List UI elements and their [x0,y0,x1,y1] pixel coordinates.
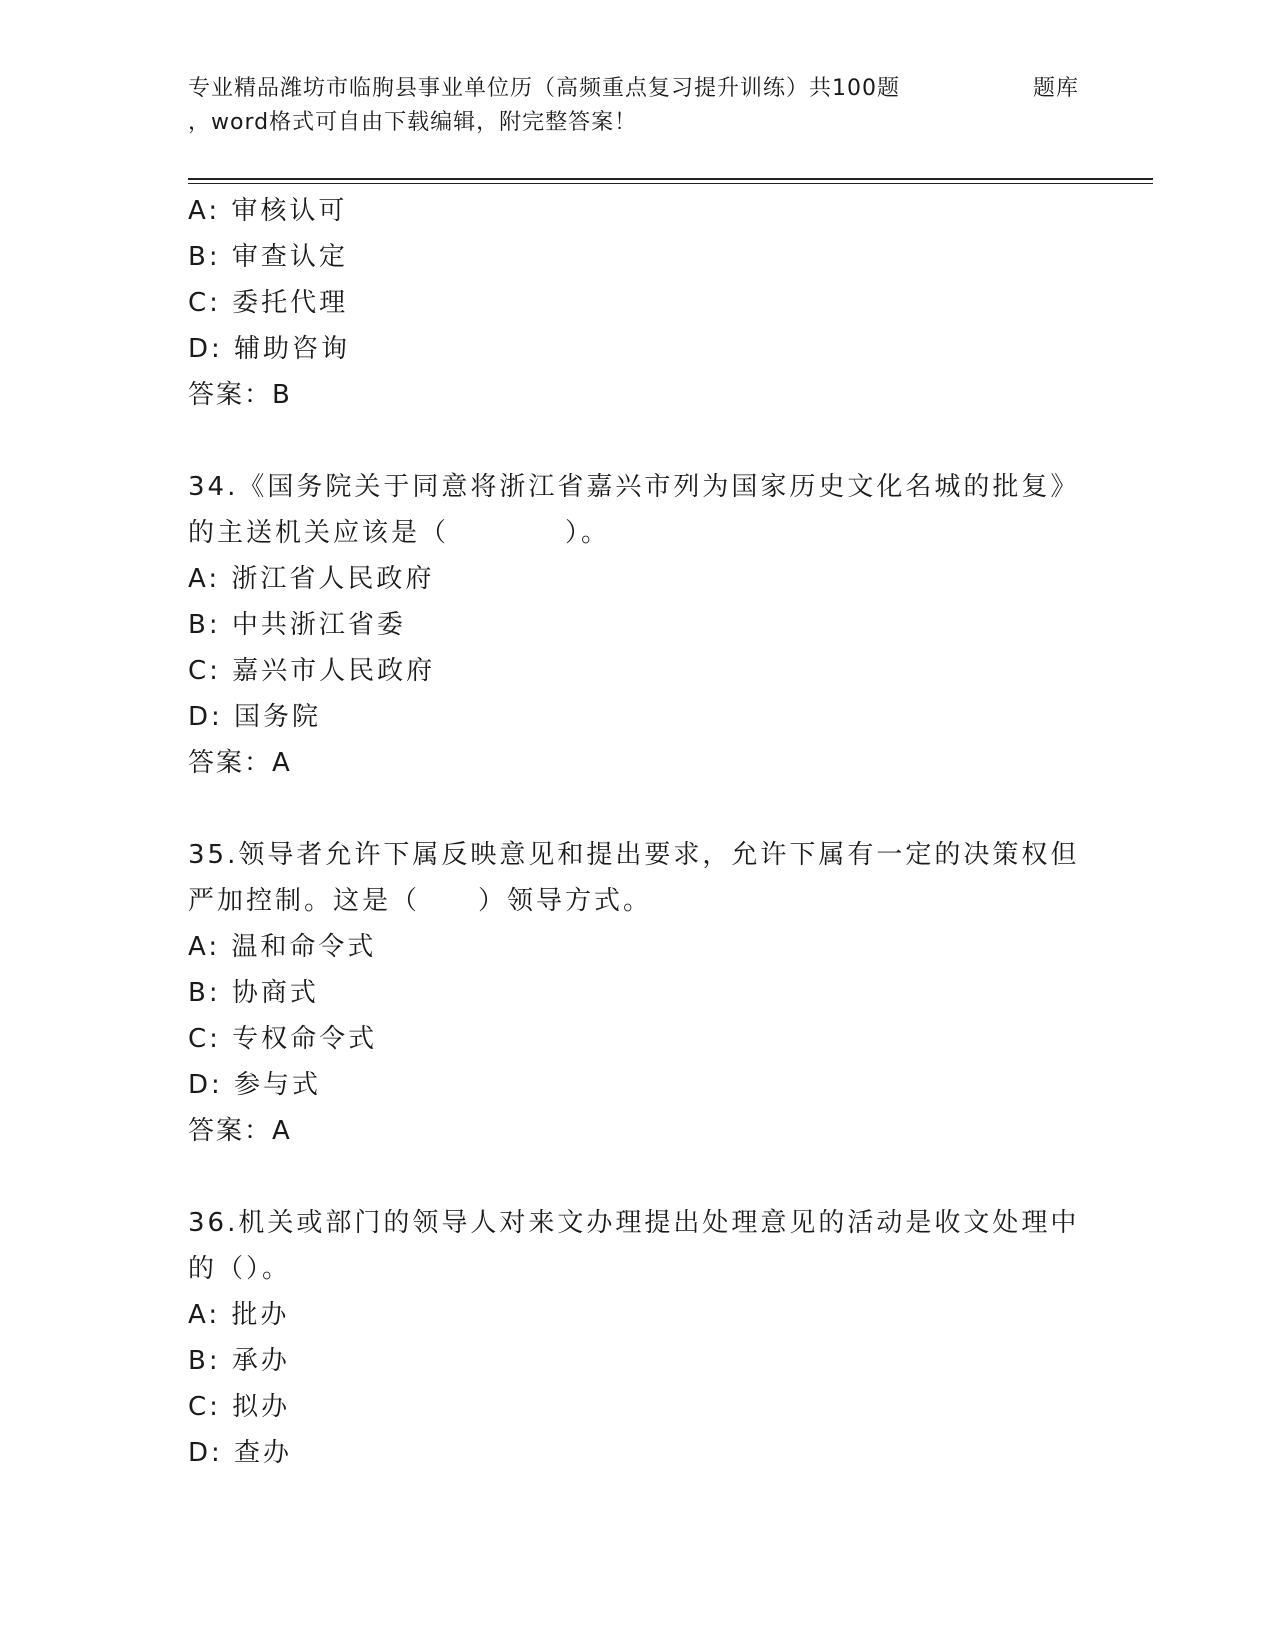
option-c: C: 拟办 [188,1392,291,1422]
answer: 答案：A [188,748,292,778]
option-a: A: 批办 [188,1300,290,1330]
option-d: D: 参与式 [188,1070,322,1100]
option-b: B: 承办 [188,1346,290,1376]
question-text: 35.领导者允许下属反映意见和提出要求，允许下属有一定的决策权但 [188,840,1080,870]
option-b: B: 中共浙江省委 [188,610,406,640]
option-d: D: 辅助咨询 [188,334,351,364]
option-a: A: 浙江省人民政府 [188,564,435,594]
question-34 [188,464,1088,786]
answer: 答案：B [188,380,292,410]
question-text: 的（）。 [188,1254,292,1284]
answer: 答案：A [188,1116,292,1146]
header-title: 专业精品潍坊市临朐县事业单位历（高频重点复习提升训练）共100题 [188,76,900,101]
question-35 [188,832,1088,1154]
option-b: B: 协商式 [188,978,319,1008]
document-header [188,72,1088,140]
header-line-2: ，word格式可自由下载编辑，附完整答案！ [188,110,638,135]
question-33-continued [188,188,1088,418]
header-divider-thin [188,183,1153,184]
option-c: C: 专权命令式 [188,1024,378,1054]
option-b: B: 审查认定 [188,242,348,272]
question-text: 严加控制。这是（ ）领导方式。 [188,886,653,916]
question-text: 36.机关或部门的领导人对来文办理提出处理意见的活动是收文处理中 [188,1208,1080,1238]
header-tag: 题库 [1033,76,1080,101]
option-d: D: 查办 [188,1438,293,1468]
header-line-1 [188,72,1088,106]
option-d: D: 国务院 [188,702,322,732]
header-divider [188,178,1153,180]
option-c: C: 嘉兴市人民政府 [188,656,436,686]
option-a: A: 审核认可 [188,196,348,226]
option-a: A: 温和命令式 [188,932,377,962]
question-36 [188,1200,1088,1476]
question-text: 34.《国务院关于同意将浙江省嘉兴市列为国家历史文化名城的批复》 [188,472,1080,502]
question-list [188,188,1088,1476]
option-c: C: 委托代理 [188,288,349,318]
question-text: 的主送机关应该是（ ）。 [188,518,611,548]
